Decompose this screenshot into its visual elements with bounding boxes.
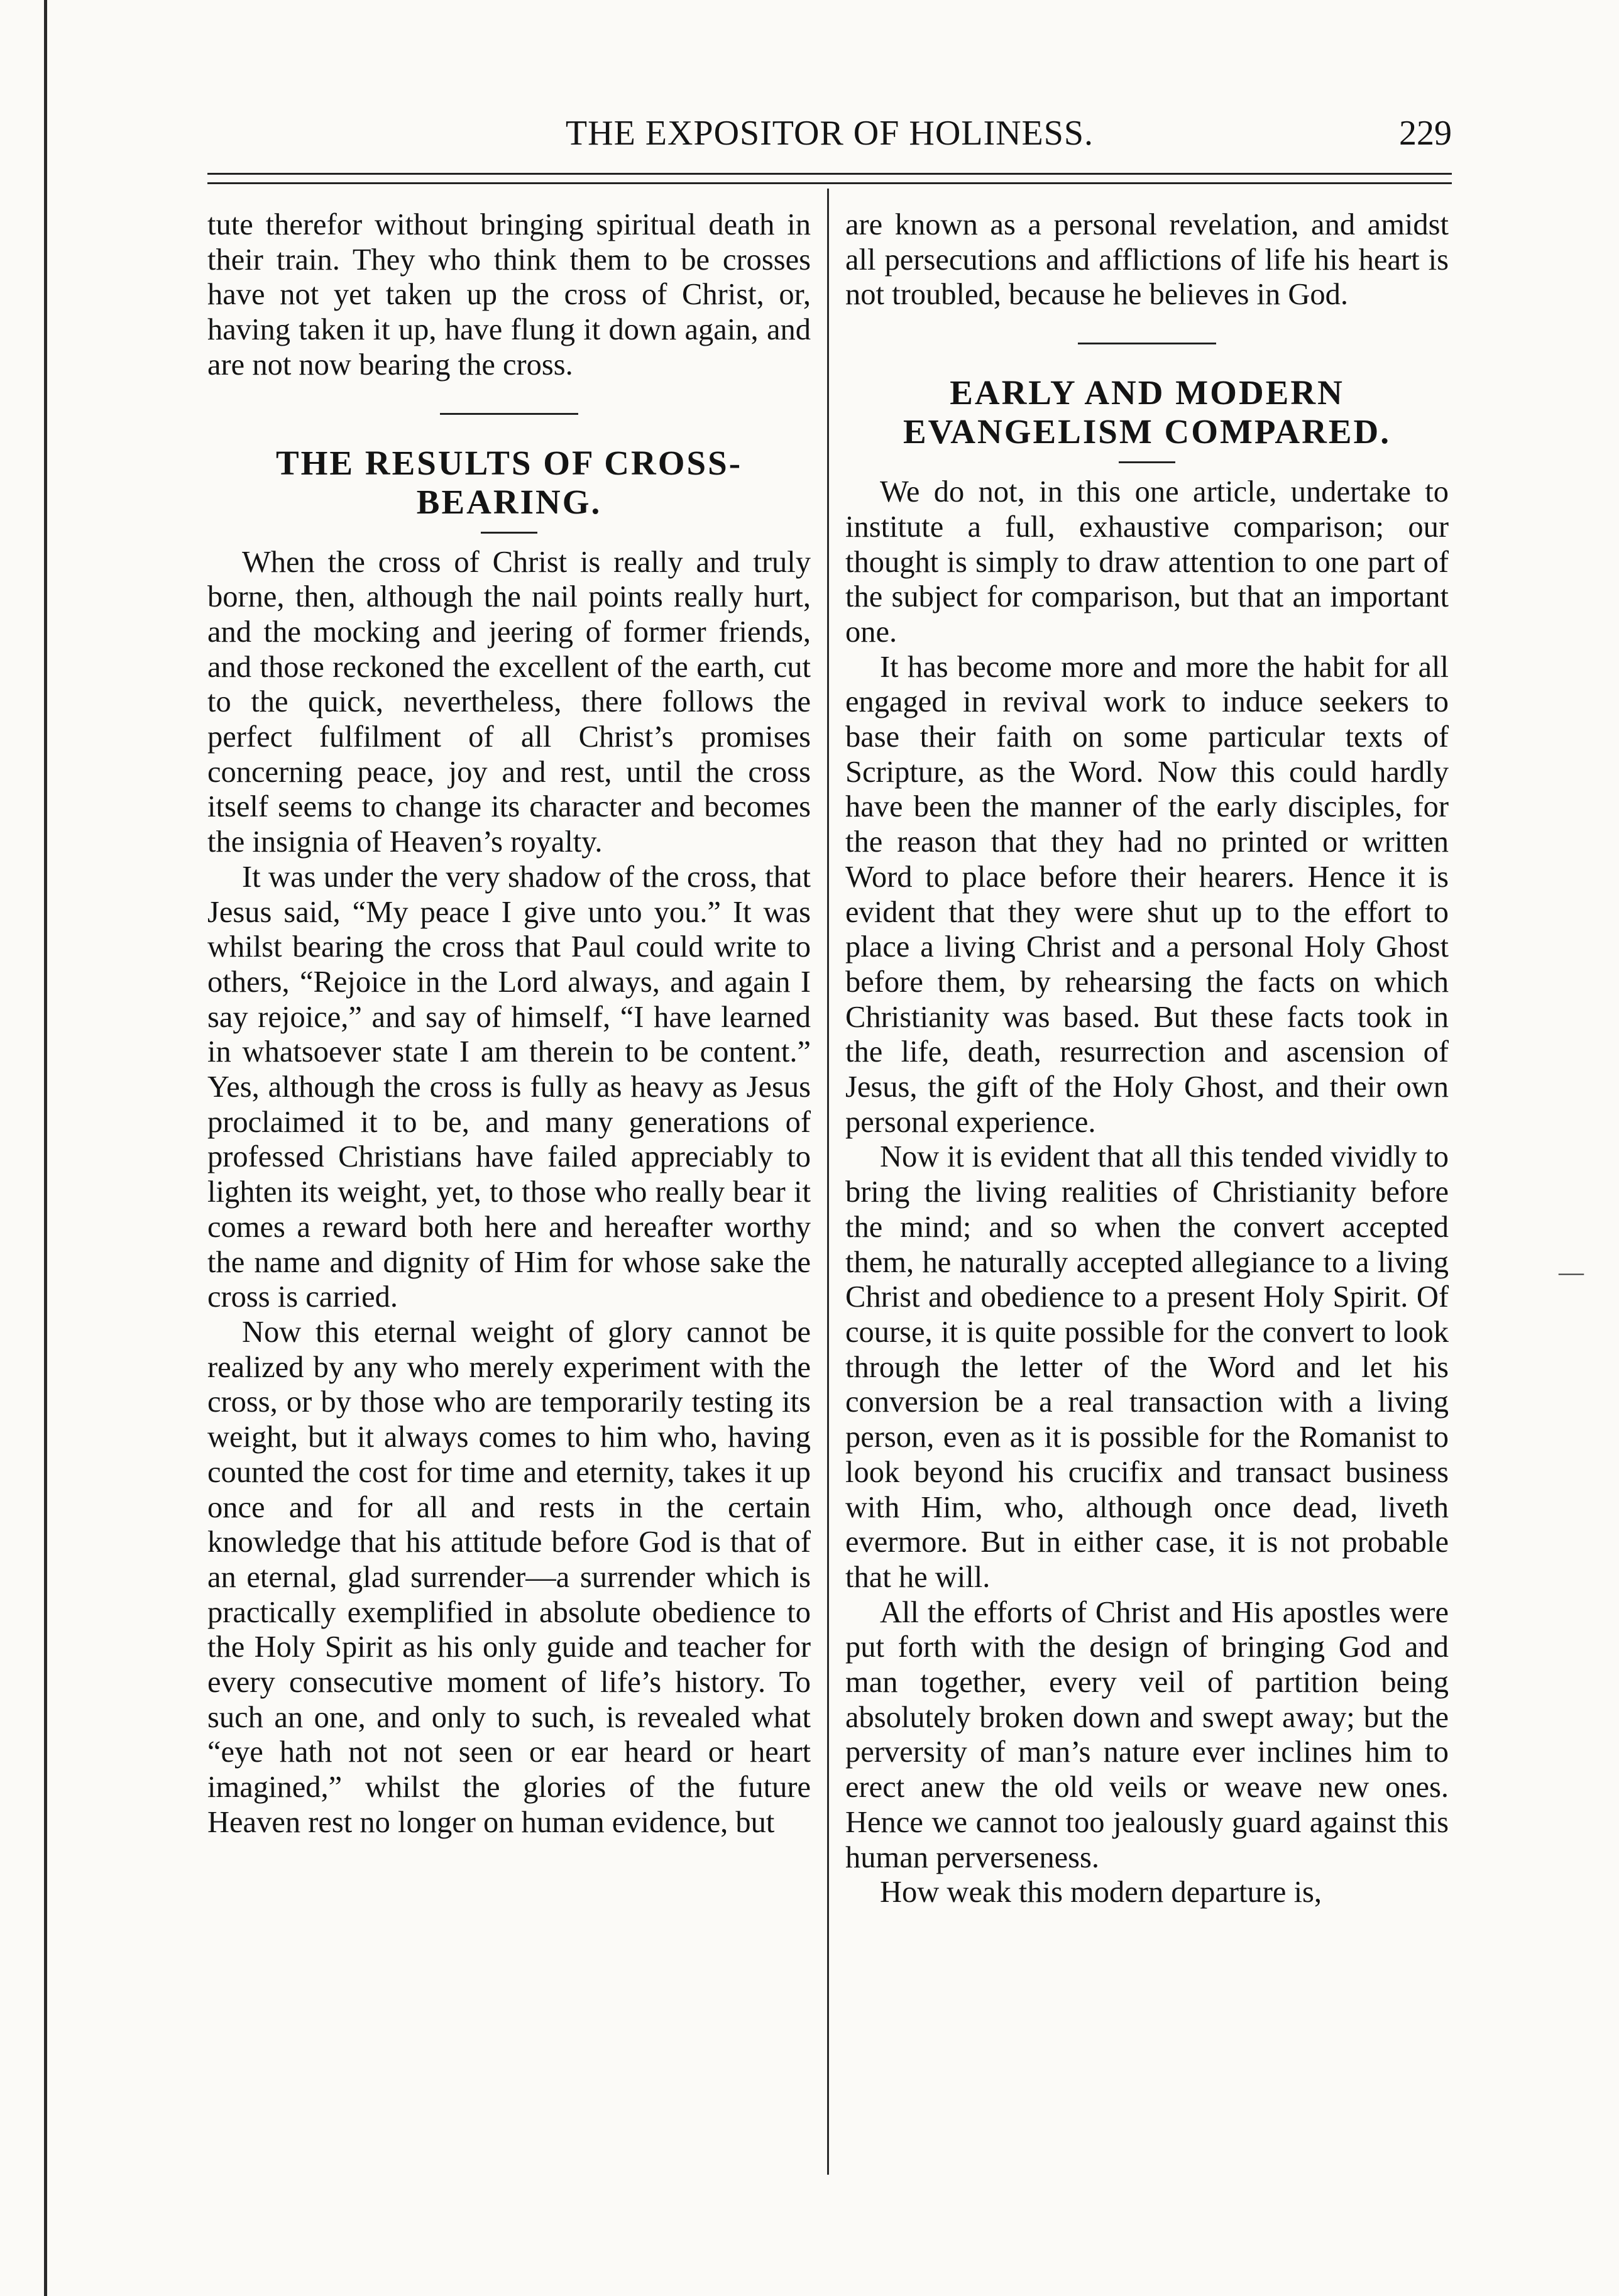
journal-title: THE EXPOSITOR OF HOLINESS. xyxy=(565,114,1094,153)
header-double-rule xyxy=(207,173,1452,184)
title-underline-rule xyxy=(1119,461,1175,463)
paragraph: How weak this modern departure is, xyxy=(880,1876,1322,1909)
right-continuation-text: are known as a personal revelation, and amidst all persecutions and afflictions of life his heart is not troubled, because he believes in God. xyxy=(845,208,1449,312)
running-header xyxy=(207,113,1452,157)
left-continuation-text: tute therefor without bringing spiritual death in their train. They who think them to be crosses have not yet taken up the cross of Christ, or, having taken it up, have flung it down again, and are not now bearing the cross. xyxy=(207,208,811,382)
page-number: 229 xyxy=(1399,114,1452,153)
section-separator-rule xyxy=(1078,343,1216,344)
right-column xyxy=(845,207,1449,1910)
paragraph: All the efforts of Christ and His apostles were put forth with the design of bringing God and man together, every veil of partition being absolutely broken down and swept away; but the perversity of man’s nature ever inclines him to erect anew the old veils or weave new ones. Hence we cannot too jealously guard against this human perverseness. xyxy=(845,1595,1449,1874)
section-separator-rule xyxy=(440,413,578,415)
paragraph: It was under the very shadow of the cross, that Jesus said, “My peace I give unto you.” It was whilst bearing the cross that Paul could write to others, “Rejoice in the Lord always, and again I say rejoice,” and say of himself, “I have learned in whatsoever state I am therein to be content.” Yes, although the cross is fully as heavy as Jesus proclaimed it to be, and many generations of professed Christians have failed appreciably to lighten its weight, yet, to those who really bear it comes a reward both here and hereafter worthy the name and dignity of Him for whose sake the cross is carried. xyxy=(207,860,811,1314)
print-speck-mark: — xyxy=(1559,1258,1584,1286)
section-title-results-of-cross-bearing: THE RESULTS OF CROSS-BEARING. xyxy=(275,443,743,521)
section-title-early-and-modern-evangelism: EARLY AND MODERN EVANGELISM COMPARED. xyxy=(903,373,1391,451)
paragraph: It has become more and more the habit for all engaged in revival work to induce seekers to base their faith on some particular texts of Scripture, as the Word. Now this could hardly have been the manner of the early disciples, for the reason that they had no printed or written Word to place before their hearers. Hence it is evident that they were shut up to the effort to place a living Christ and a personal Holy Ghost before them, by rehearsing the facts on which Christianity was based. But these facts took in the life, death, resurrection and ascension of Jesus, the gift of the Holy Ghost, and their own personal experience. xyxy=(845,650,1449,1139)
binding-margin-line xyxy=(44,0,47,2296)
column-divider xyxy=(827,189,829,2175)
title-underline-rule xyxy=(481,532,537,534)
left-column xyxy=(207,207,811,1840)
paragraph: When the cross of Christ is really and truly borne, then, although the nail points really hurt, and the mocking and jeering of former friends, and those reckoned the excellent of the earth, cut to the quick, nevertheless, there follows the perfect fulfilment of all Christ’s promises concerning peace, joy and rest, until the cross itself seems to change its character and becomes the insignia of Heaven’s royalty. xyxy=(207,545,811,859)
paragraph: We do not, in this one article, undertake to institute a full, exhaustive comparison; our thought is simply to draw attention to one part of the subject for comparison, but that an important one. xyxy=(845,475,1449,649)
paragraph: Now it is evident that all this tended vividly to bring the living realities of Christianity before the mind; and so when the convert accepted them, he naturally accepted allegiance to a living Christ and obedience to a present Holy Spirit. Of course, it is quite possible for the convert to look through the letter of the Word and let his conversion be a real transaction with a living person, even as it is possible for the Romanist to look beyond his crucifix and transact business with Him, who, although once dead, liveth evermore. But in either case, it is not probable that he will. xyxy=(845,1140,1449,1594)
paragraph: Now this eternal weight of glory cannot be realized by any who merely experiment with the cross, or by those who are temporarily testing its weight, but it always comes to him who, having counted the cost for time and eternity, takes it up once and for all and rests in the certain knowledge that his attitude before God is that of an eternal, glad surrender—a surrender which is practically exemplified in absolute obedience to the Holy Spirit as his only guide and teacher for every consecutive moment of life’s history. To such an one, and only to such, is revealed what “eye hath not not seen or ear heard or heart imagined,” whilst the glories of the future Heaven rest no longer on human evidence, but xyxy=(207,1315,811,1839)
